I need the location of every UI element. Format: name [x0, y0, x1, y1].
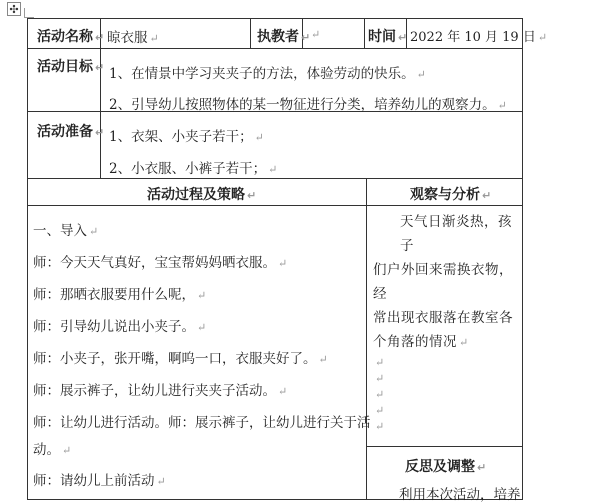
- observation-text[interactable]: 天气日渐炎热，孩子 们户外回来需换衣物，经 常出现衣服落在教室各 个角落的情况 ↵ ↵ ↵ ↵ ↵ ↵: [373, 214, 513, 433]
- text-boundary-corner: [24, 8, 34, 18]
- time-label: 时间 ↵: [368, 29, 408, 45]
- table-move-handle-icon[interactable]: ✣: [7, 2, 21, 16]
- process-line[interactable]: 师：今天天气真好，宝宝帮妈妈晒衣服。 ↵: [33, 255, 288, 271]
- process-line[interactable]: 一、导入 ↵: [33, 223, 99, 239]
- observation-heading: 观察与分析 ↵: [410, 187, 492, 203]
- teacher-value[interactable]: ↵: [311, 28, 321, 41]
- activity-name-value[interactable]: 晾衣服 ↵: [107, 30, 159, 46]
- process-line[interactable]: 动。 ↵: [33, 442, 72, 458]
- process-line[interactable]: 师：引导幼儿说出小夹子。 ↵: [33, 319, 207, 335]
- prep-item-2[interactable]: 2、小衣服、小裤子若干； ↵: [109, 161, 278, 177]
- process-line[interactable]: 师：让幼儿进行活动。师：展示裤子，让幼儿进行关于活: [33, 415, 371, 431]
- reflection-heading: 反思及调整 ↵: [405, 459, 487, 475]
- prep-label: 活动准备 ↵: [37, 124, 105, 140]
- time-value[interactable]: 2022 年 10 月 19 日 ↵: [410, 30, 548, 45]
- process-line[interactable]: 师：请幼儿上前活动 ↵: [33, 473, 166, 489]
- goals-label: 活动目标 ↵: [37, 59, 105, 75]
- process-line[interactable]: 师：那晒衣服要用什么呢， ↵: [33, 287, 207, 303]
- process-line[interactable]: 师：小夹子，张开嘴，啊呜一口，衣服夹好了。 ↵: [33, 351, 328, 367]
- prep-item-1[interactable]: 1、衣架、小夹子若干； ↵: [109, 129, 264, 145]
- process-line[interactable]: 师：展示裤子，让幼儿进行夹夹子活动。 ↵: [33, 383, 288, 399]
- goal-item-1[interactable]: 1、在情景中学习夹夹子的方法，体验劳动的快乐。 ↵: [109, 66, 426, 82]
- reflection-text[interactable]: 利用本次活动，培养: [399, 487, 521, 503]
- goal-item-2[interactable]: 2、引导幼儿按照物体的某一物征进行分类，培养幼儿的观察力。 ↵: [109, 97, 507, 113]
- activity-name-label: 活动名称 ↵: [37, 29, 105, 45]
- teacher-label: 执教者 ↵: [257, 29, 311, 45]
- process-heading: 活动过程及策略 ↵: [147, 187, 257, 203]
